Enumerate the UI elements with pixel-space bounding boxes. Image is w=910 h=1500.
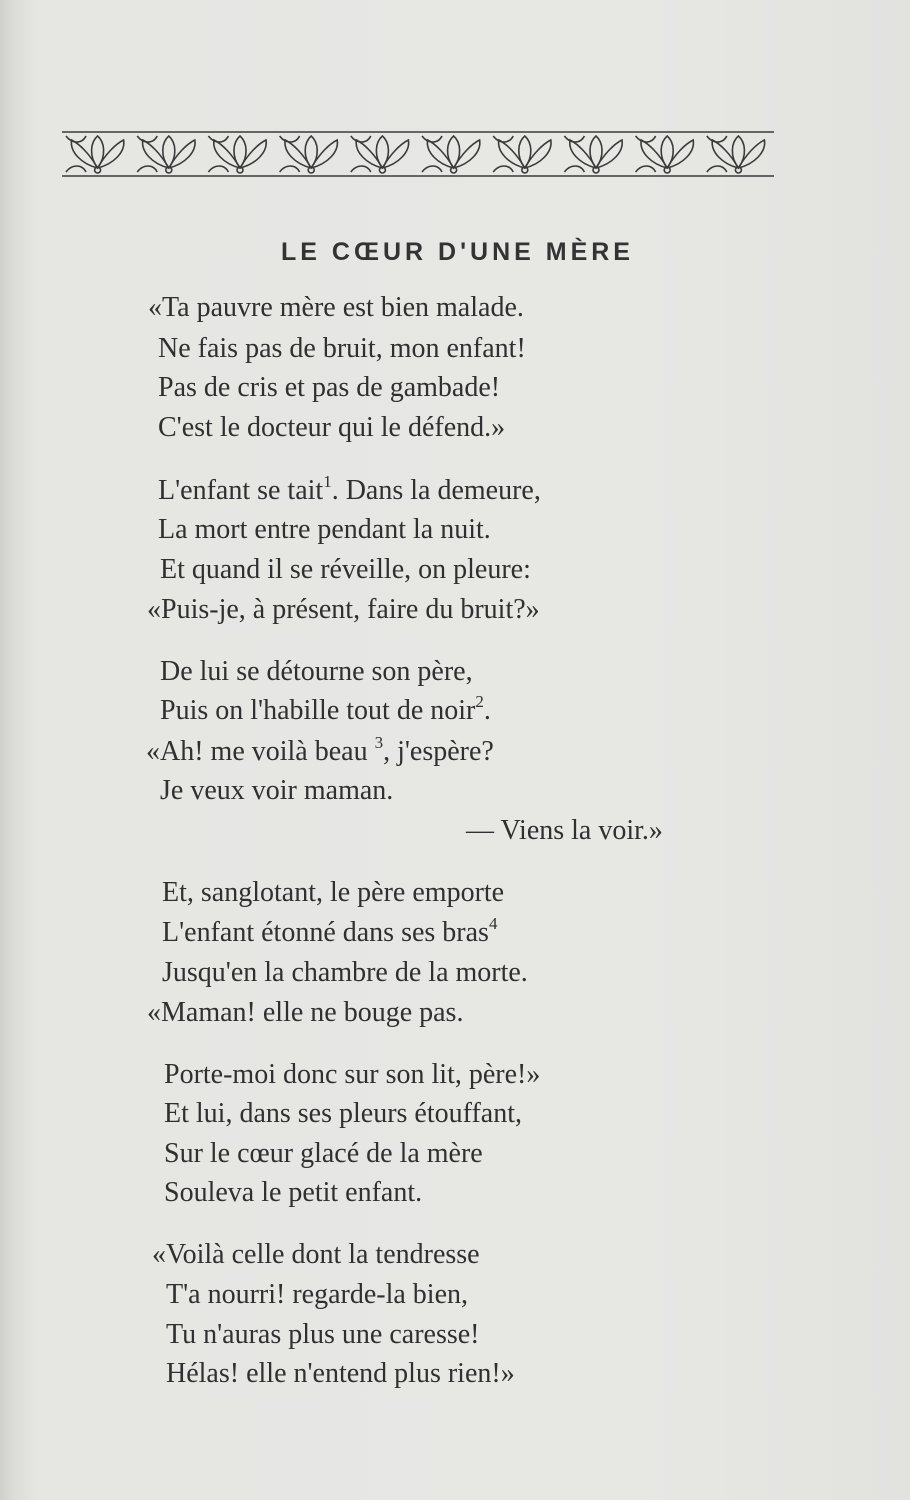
verse-line: L'enfant étonné dans ses bras$^4$	[162, 914, 498, 948]
verse-line: De lui se détourne son père,	[160, 656, 473, 687]
verse-line: Je veux voir maman.	[160, 775, 394, 806]
floral-ornament-icon	[62, 124, 774, 184]
verse-line: La mort entre pendant la nuit.	[158, 514, 491, 545]
footnote-ref: 3	[374, 733, 384, 752]
verse-line: Et, sanglotant, le père emporte	[162, 877, 505, 908]
verse-line: Souleva le petit enfant.	[164, 1177, 423, 1208]
footnote-ref: 1	[323, 472, 332, 491]
verse-line: «Maman! elle ne bouge pas.	[147, 997, 464, 1028]
verse-line: «Puis-je, à présent, faire du bruit?»	[147, 594, 540, 625]
verse-line: L'enfant se tait$^1$. Dans la demeure,	[158, 472, 541, 506]
poem-title: LE CŒUR D'UNE MÈRE	[281, 238, 634, 266]
verse-line: Et quand il se réveille, on pleure:	[160, 554, 531, 585]
verse-line: «Ta pauvre mère est bien malade.	[148, 292, 524, 323]
verse-line: Sur le cœur glacé de la mère	[164, 1138, 483, 1169]
verse-line: Tu n'auras plus une caresse!	[166, 1319, 480, 1350]
verse-line: Porte-moi donc sur son lit, père!»	[164, 1059, 541, 1090]
footnote-ref: 2	[475, 692, 484, 711]
verse-line: Pas de cris et pas de gambade!	[158, 372, 501, 403]
verse-line: «Ah! me voilà beau $^3$, j'espère?	[146, 733, 494, 767]
verse-line: «Voilà celle dont la tendresse	[152, 1239, 480, 1270]
verse-line: — Viens la voir.»	[466, 815, 663, 846]
verse-line: T'a nourri! regarde-la bien,	[166, 1279, 468, 1310]
verse-line: Hélas! elle n'entend plus rien!»	[166, 1358, 515, 1389]
verse-line: C'est le docteur qui le défend.»	[158, 412, 506, 443]
verse-line: Puis on l'habille tout de noir$^2$.	[160, 692, 491, 726]
verse-line: Et lui, dans ses pleurs étouffant,	[164, 1098, 522, 1129]
verse-line: Ne fais pas de bruit, mon enfant!	[158, 333, 526, 364]
verse-line: Jusqu'en la chambre de la morte.	[162, 957, 528, 988]
footnote-ref: 4	[488, 914, 498, 933]
decorative-floral-border	[62, 124, 774, 184]
